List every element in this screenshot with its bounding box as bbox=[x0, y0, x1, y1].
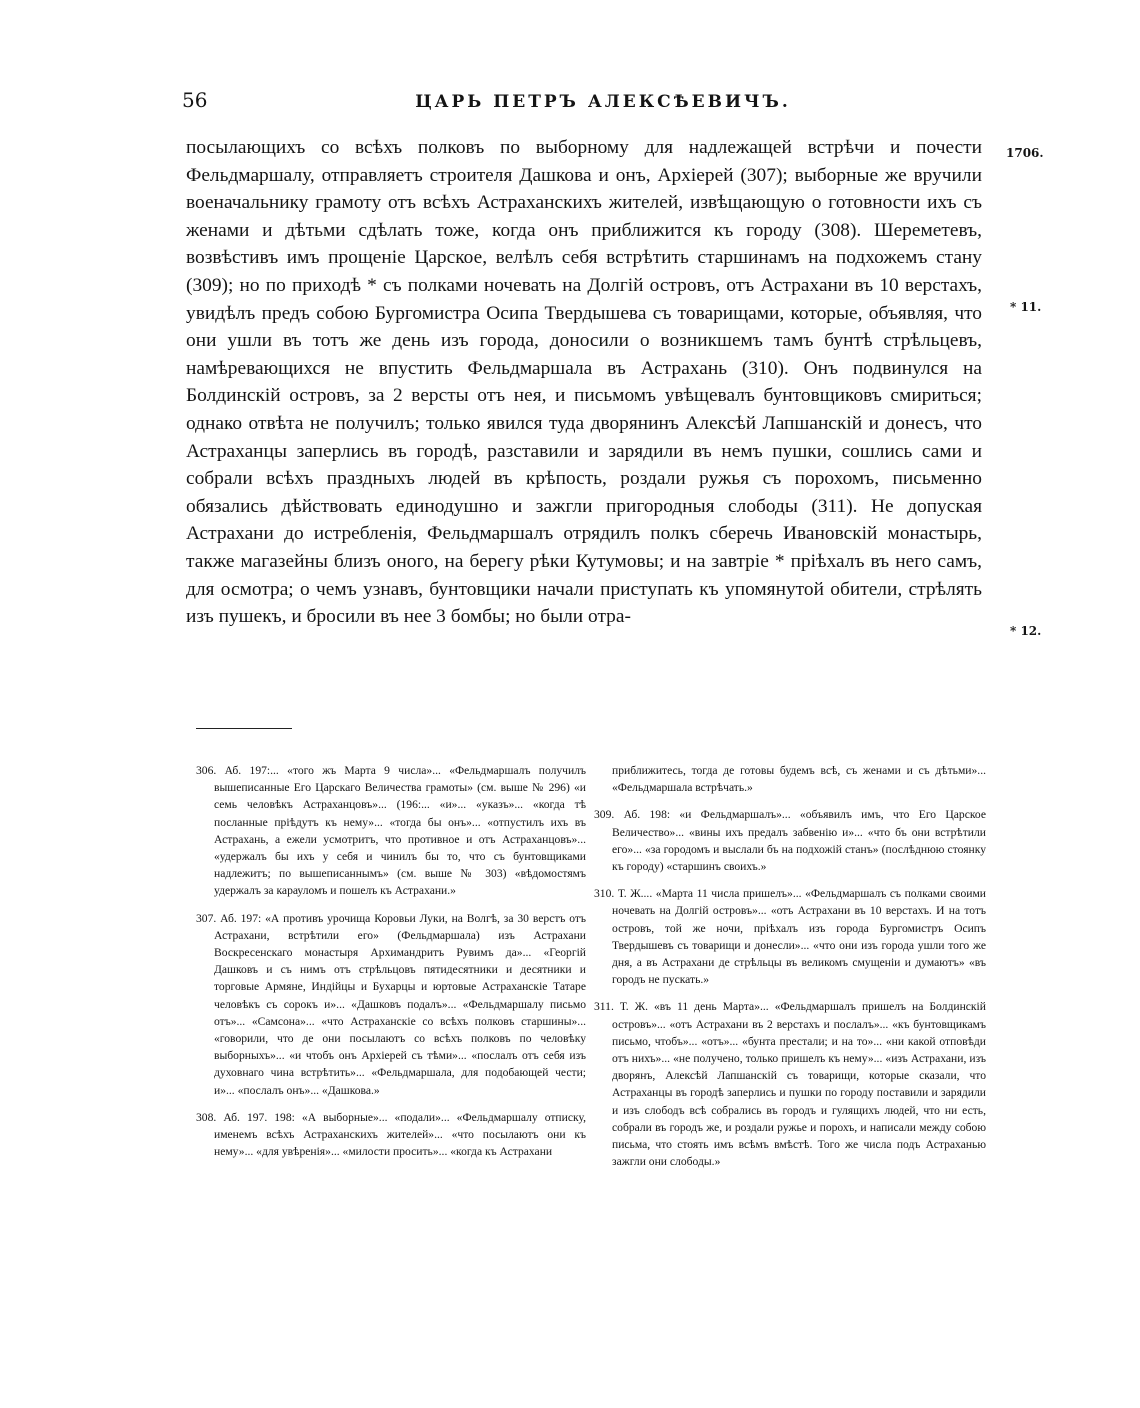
footnote-309 bbox=[594, 806, 986, 875]
footnote-text: Аб. 197:... «того жъ Марта 9 числа»... «Фельдмаршалъ получилъ вышеписанные Его Царскаго Величества грамоты» (см. выше № 296) «и семь человѣкъ Астраханцовъ»... (196:... «и»... «указъ»... «когда тѣ посланные пріѣдутъ къ нему»... «тогда бы онъ»... «отпустилъ ихъ въ Астрахань, а ежели усмотритъ, что противное и отъ Астраханцовъ»... «удержалъ бы ихъ у себя и чинилъ бы то, что съ бунтовщиками надлежитъ; по вышеписаннымъ» (см. выше № 303) «вѣдомостямъ удержалъ за карауломъ и пошелъ къ Астрахани.» bbox=[214, 764, 587, 898]
footnote-311 bbox=[594, 998, 986, 1170]
footnote-text: Аб. 198: «и Фельдмаршалъ»... «объявилъ имъ, что Его Царское Величество»... «вины ихъ предалъ забвенію и»... «что бъ они встрѣтили его»... «за городомъ и выслали бъ на подхожій станъ» (послѣднюю стоянку къ городу) «старшинъ своихъ.» bbox=[612, 808, 986, 874]
margin-note-year: 1706. bbox=[1006, 146, 1044, 160]
footnote-text: Аб. 197. 198: «А выборные»... «подали»... «Фельдмаршалу отписку, именемъ всѣхъ Астраханскихъ жителей»... «что посылаютъ они къ нему»... «для увѣренія»... «милости просить»... «когда къ Астрахани bbox=[214, 1110, 586, 1159]
running-head: ЦАРЬ ПЕТРЪ АЛЕКСѢЕВИЧЪ. bbox=[415, 92, 791, 112]
footnote-number: 307. bbox=[196, 911, 217, 925]
footnote-number: 309. bbox=[594, 808, 615, 822]
footnote-number: 306. bbox=[196, 764, 217, 777]
page-header bbox=[182, 88, 1002, 118]
footnote-rule bbox=[196, 728, 292, 729]
margin-note-day-12: * 12. bbox=[1010, 624, 1042, 638]
footnote-306 bbox=[196, 762, 586, 900]
footnote-text: приближитесь, тогда де готовы будемъ всѣ, съ женами и съ дѣтьми»... «Фельдмаршала встрѣчать.» bbox=[612, 764, 986, 795]
footnote-number: 308. bbox=[196, 1110, 217, 1124]
footnotes-left-column bbox=[196, 762, 586, 1170]
footnote-310 bbox=[594, 885, 986, 988]
footnote-308-continued bbox=[594, 762, 986, 796]
footnote-text: Аб. 197: «А противъ урочища Коровьи Луки, на Волгѣ, за 30 верстъ отъ Астрахани, встрѣтили его» (Фельдмаршала) изъ Астрахани Воскресенскаго монастыря Архимандритъ Рувимъ да»... «Георгій Дашковъ и съ нимъ отъ стрѣльцовъ пятидесятники и десятники и торговые Армяне, Индійцы и Бухарцы и юртовые Астраханскіе Татаре человѣкъ съ сорокъ и»... «Дашковъ подалъ»... «Фельдмаршалу письмо отъ»... «Самсона»... «что Астраханскіе со всѣхъ полковъ старшины»... «говорили, что де они посылаютъ со всѣхъ полковъ по человѣку выборныхъ»... «и чтобъ онъ Архіерей съ тѣми»... «послалъ отъ себя изъ духовнаго чина встрѣтить»... «Фельдмаршала, для подобающей чести; и»... «послалъ онъ»... «Дашкова.» bbox=[214, 911, 586, 1097]
page-number: 56 bbox=[182, 88, 208, 112]
footnote-number: 310. bbox=[594, 887, 615, 901]
main-paragraph: посылающихъ со всѣхъ полковъ по выборному для надлежащей встрѣчи и почести Фельдмаршалу, отправляетъ строителя Дашкова и онъ, Архіерей (307); выборные же вручили военачальнику грамоту отъ всѣхъ Астраханскихъ жителей, извѣщающую о готовности ихъ съ женами и дѣтьми сдѣлать тоже, когда онъ приближится къ городу (308). Шереметевъ, возвѣстивъ имъ прощеніе Царское, велѣлъ себя встрѣтить старшинамъ на подхожемъ стану (309); но по приходѣ * съ полками ночевать на Долгій островъ, отъ Астрахани въ 10 верстахъ, увидѣлъ предъ собою Бургомистра Осипа Твердышева съ товарищами, которые, объявляя, что они ушли въ тотъ же день изъ города, доносили о возникшемъ тамъ бунтѣ стрѣльцевъ, намѣревающихся не впустить Фельдмаршала въ Астрахань (310). Онъ подвинулся на Болдинскій островъ, за 2 версты отъ нея, и письмомъ увѣщевалъ бунтовщиковъ смириться; однако отвѣта не получилъ; только явился туда дворянинъ Алексѣй Лапшанскій и донесъ, что Астраханцы заперлись въ городѣ, разставили и зарядили въ немъ пушки, сошлись сами и собрали всѣхъ праздныхъ людей въ крѣпость, роздали ружья съ порохомъ, письменно обязались дѣйствовать единодушно и зажгли пригородныя слободы (311). Не допуская Астрахани до истребленія, Фельдмаршалъ отрядилъ полкъ сберечь Ивановскій монастырь, также магазейны близъ оного, на берегу рѣки Кутумовы; и на завтріе * пріѣхалъ въ него самъ, для осмотра; о чемъ узнавъ, бунтовщики начали приступать къ упомянутой обители, стрѣлять изъ пушекъ, и бросили въ нее 3 бомбы; но были отра- bbox=[186, 137, 982, 628]
main-text bbox=[186, 134, 982, 631]
footnotes-right-column bbox=[594, 762, 986, 1180]
margin-note-day-11: * 11. bbox=[1010, 300, 1042, 314]
footnote-text: Т. Ж. «въ 11 день Марта»... «Фельдмаршалъ пришелъ на Болдинскій островъ»... «отъ Астрахани въ 2 верстахъ и послалъ»... «къ бунтовщикамъ письмо, чтобъ»... «отъ»... «бунта престали; и на то»... «ни какой отповѣди отъ нихъ»... «не получено, только пришелъ къ нему»... «изъ Астрахани, изъ дворянъ, Алексѣй Лапшанскій съ товарищи, которые сказали, что Астраханцы въ городѣ заперлись и пушки по городу поставили и зарядили и изъ слободъ всѣ собрались въ городъ и гулящихъ людей, что ни есть, собрали въ городъ же, и роздали ружье и порохъ, и написали между собою письма, что стоять имъ всѣмъ вмѣстѣ. Того же числа подъ Астраханью зажгли они слободы.» bbox=[612, 1000, 986, 1169]
footnote-text: Т. Ж.... «Марта 11 числа пришелъ»... «Фельдмаршалъ съ полками своими ночевать на Долгій островъ»... «отъ Астрахани въ 10 верстахъ. И на тотъ островъ, той же ночи, пріѣхалъ изъ города Бургомистръ Осипъ Твердышевъ съ товарищи и донесли»... «что они изъ города ушли того же дня, а въ Астрахани де стрѣльцы въ великомъ смущеніи и думаютъ» «въ городъ не пускать.» bbox=[612, 887, 986, 987]
footnote-number: 311. bbox=[594, 1000, 614, 1014]
footnote-307 bbox=[196, 910, 586, 1099]
footnote-308 bbox=[196, 1109, 586, 1161]
